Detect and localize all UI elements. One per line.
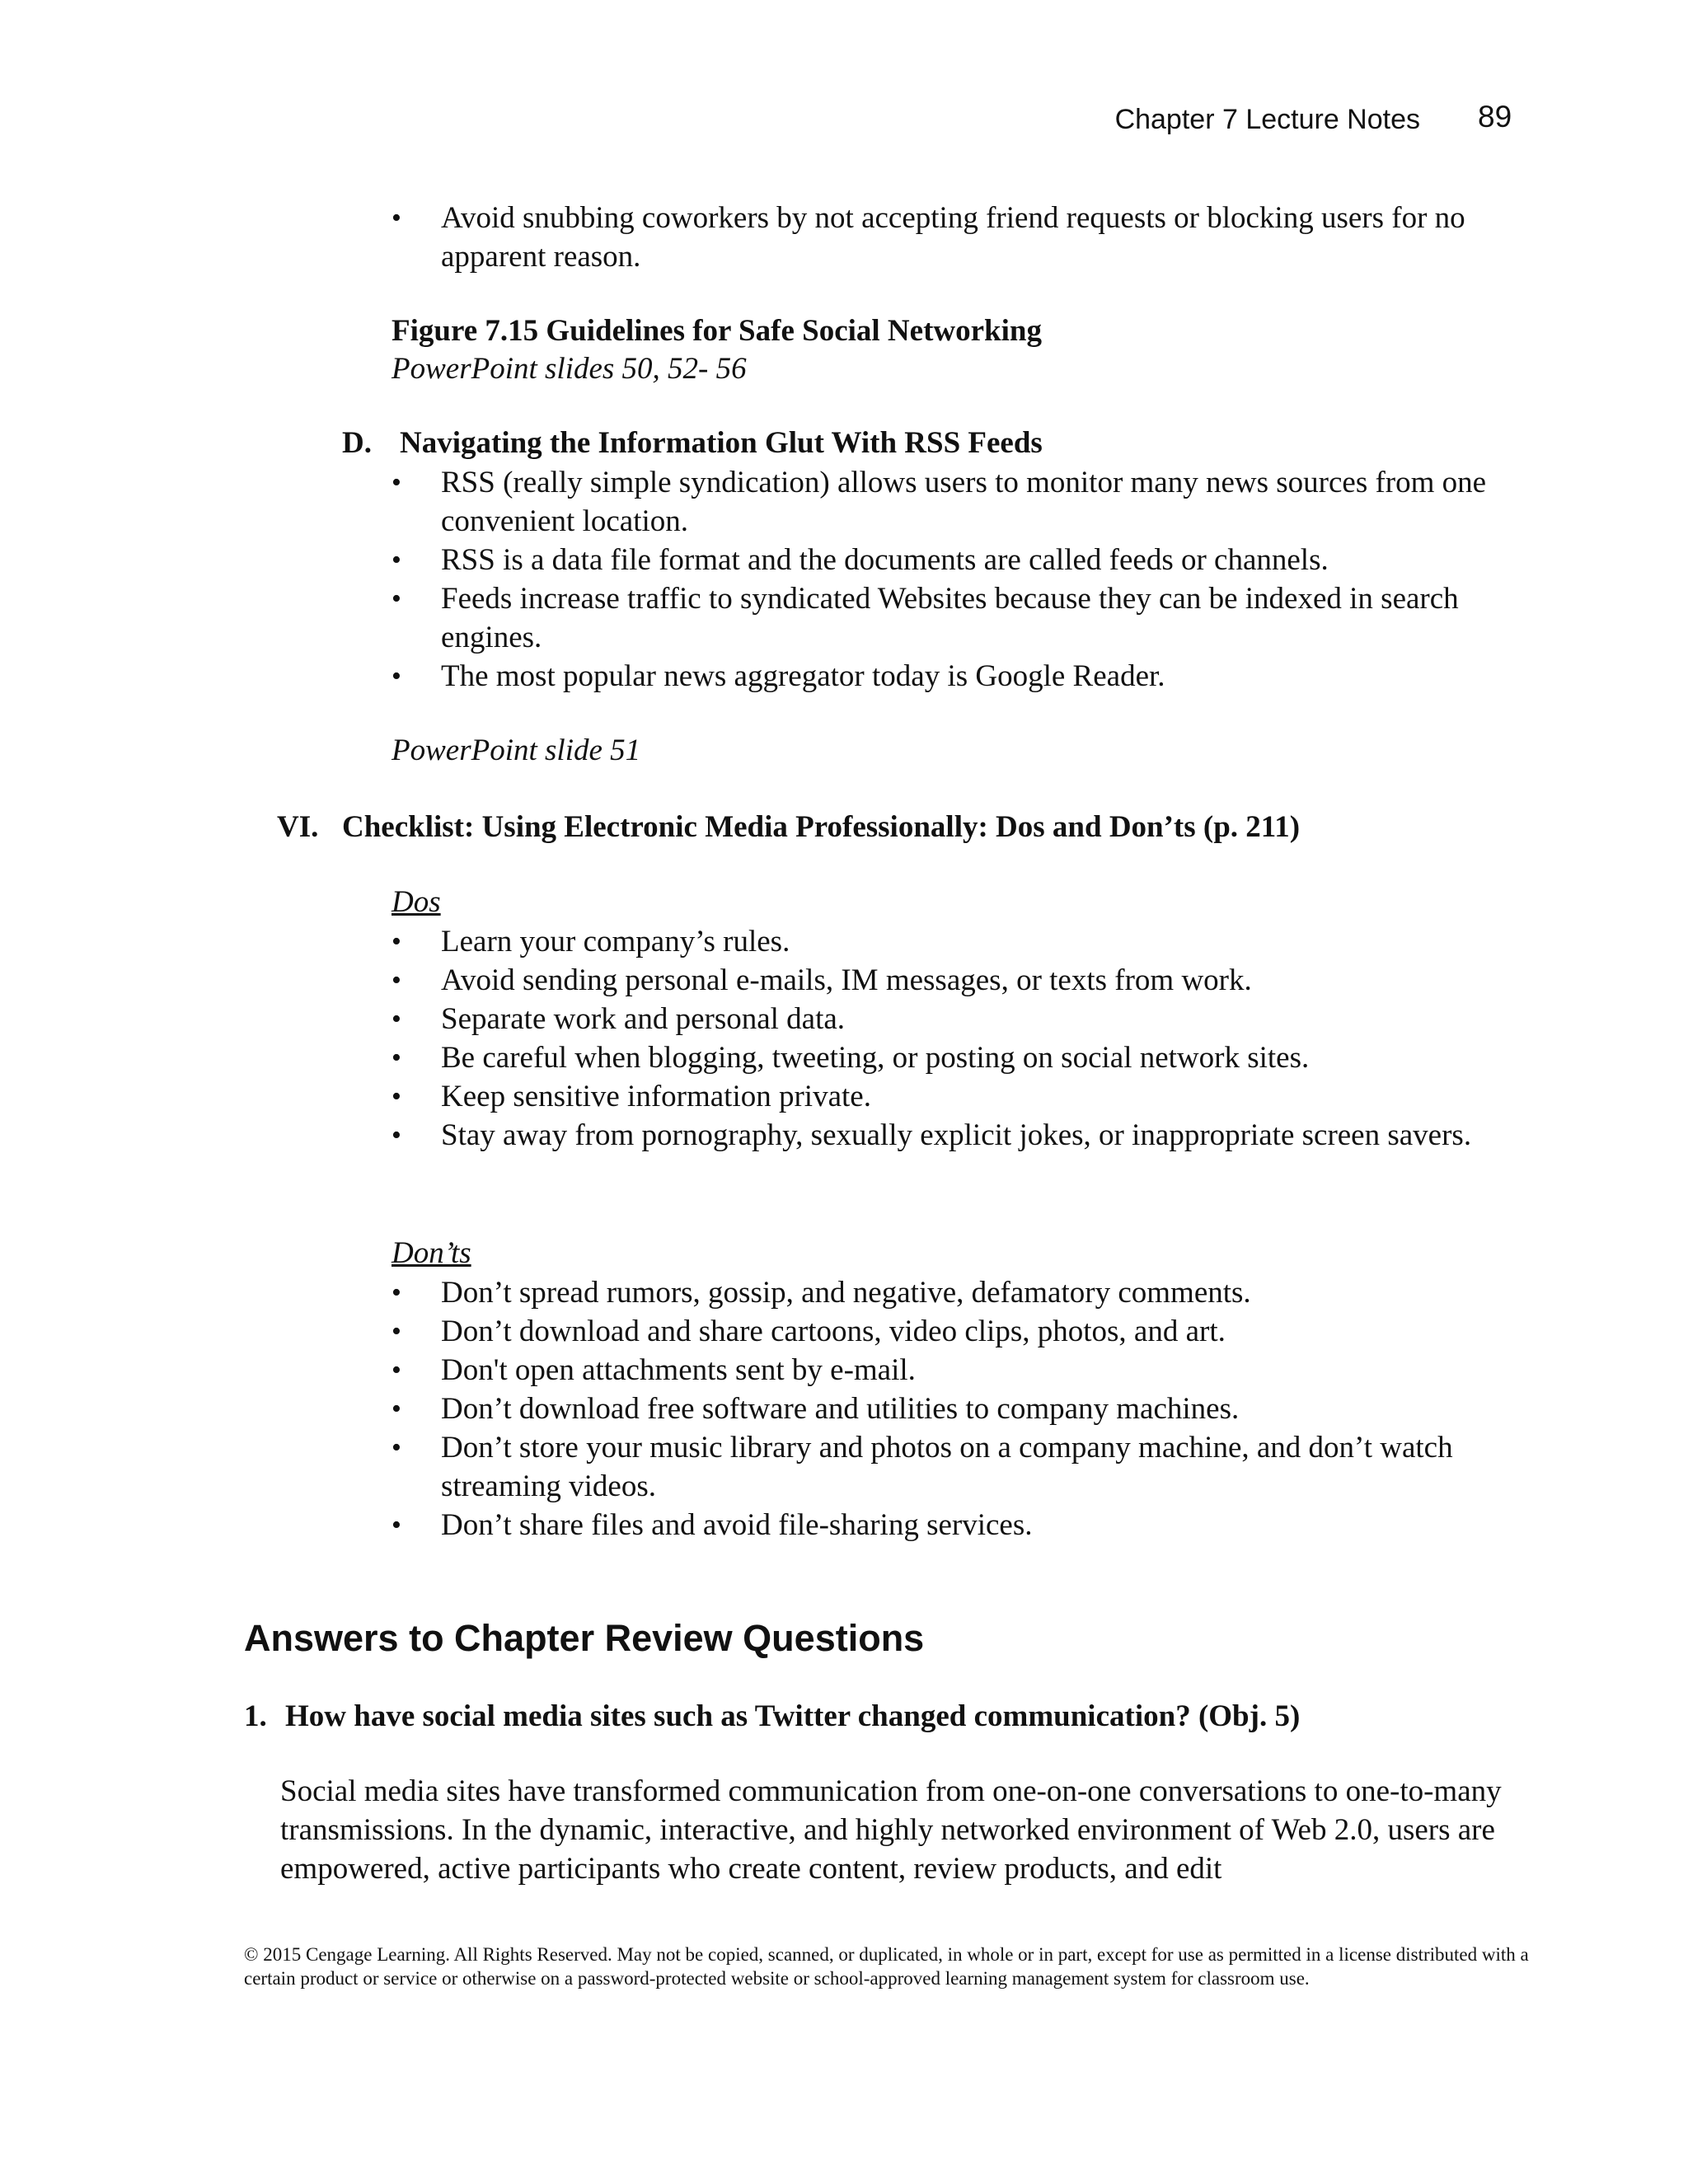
list-item: • Don’t download free software and utilities to company machines. (392, 1390, 1521, 1428)
donts-list (392, 1273, 1521, 1544)
list-item: • Learn your company’s rules. (392, 922, 1521, 961)
dos-label: Dos (392, 885, 441, 919)
question-number: 1. (244, 1699, 267, 1733)
list-item: • Feeds increase traffic to syndicated Websites because they can be indexed in search engines. (392, 579, 1521, 657)
section-d-heading: Navigating the Information Glut With RSS Feeds (400, 426, 1043, 460)
page-number: 89 (1478, 100, 1512, 134)
answer-paragraph: Social media sites have transformed communication from one-on-one conversations to one-to-many transmissions. In the dynamic, interactive, and highly networked environment of Web 2.0, users are empowered, active participants who create content, review products, and edit (280, 1774, 1502, 1886)
list-item: • Be careful when blogging, tweeting, or posting on social network sites. (392, 1038, 1521, 1077)
list-item: • Don’t share files and avoid file-sharing services. (392, 1506, 1521, 1544)
copyright-footer: © 2015 Cengage Learning. All Rights Reserved. May not be copied, scanned, or duplicated, in whole or in part, except for use as permitted in a license distributed with a certain product or service or otherwise on a password-protected website or school-approved learning management system for classroom use. (244, 1944, 1529, 1989)
dos-list (392, 922, 1521, 1155)
figure-slides-ref: PowerPoint slides 50, 52- 56 (392, 352, 747, 386)
section-d-letter: D. (342, 426, 372, 460)
section-vi-numeral: VI. (277, 810, 319, 844)
list-item: • RSS (really simple syndication) allows users to monitor many news sources from one convenient location. (392, 463, 1521, 541)
running-header-title: Chapter 7 Lecture Notes (1114, 104, 1420, 135)
list-item: • RSS is a data file format and the documents are called feeds or channels. (392, 541, 1521, 579)
list-item: • Don’t spread rumors, gossip, and negative, defamatory comments. (392, 1273, 1521, 1312)
list-item: • Don’t download and share cartoons, video clips, photos, and art. (392, 1312, 1521, 1351)
top-bullet-list (392, 199, 1521, 276)
list-item: • The most popular news aggregator today is Google Reader. (392, 657, 1521, 696)
question-text: How have social media sites such as Twitter changed communication? (Obj. 5) (285, 1699, 1301, 1733)
section-vi-heading: Checklist: Using Electronic Media Professionally: Dos and Don’ts (p. 211) (342, 810, 1301, 844)
figure-title: Figure 7.15 Guidelines for Safe Social Networking (392, 314, 1042, 348)
answers-heading: Answers to Chapter Review Questions (244, 1617, 925, 1659)
list-item: • Don't open attachments sent by e-mail. (392, 1351, 1521, 1390)
section-d-slides-ref: PowerPoint slide 51 (392, 733, 641, 767)
list-item: • Separate work and personal data. (392, 1000, 1521, 1038)
list-item: • Avoid snubbing coworkers by not accepting friend requests or blocking users for no apparent reason. (392, 199, 1521, 276)
list-item: • Keep sensitive information private. (392, 1077, 1521, 1116)
section-d-bullets (392, 463, 1521, 696)
list-item: • Avoid sending personal e-mails, IM messages, or texts from work. (392, 961, 1521, 1000)
donts-label: Don’ts (392, 1236, 471, 1270)
list-item: • Don’t store your music library and photos on a company machine, and don’t watch streaming videos. (392, 1428, 1521, 1506)
list-item: • Stay away from pornography, sexually explicit jokes, or inappropriate screen savers. (392, 1116, 1521, 1155)
